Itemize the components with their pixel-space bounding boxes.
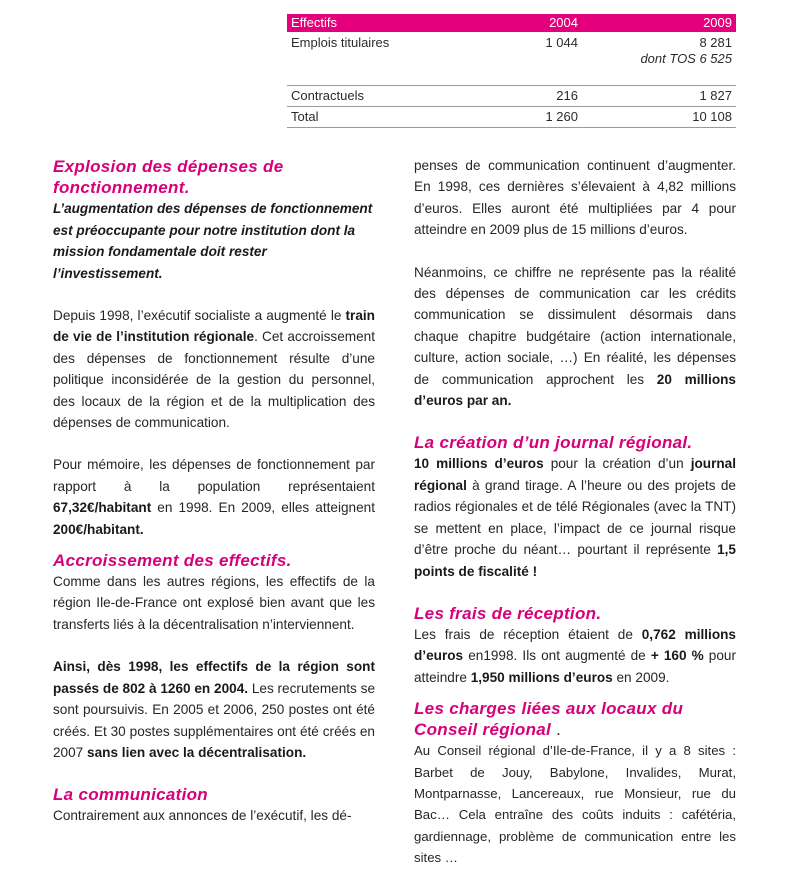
paragraph-train-de-vie: Depuis 1998, l’exécutif socialiste a augmenté le train de vie de l’institution régionale. Cet accroissement des dépenses de fonctionnement résulte d’une politique inconsidérée de la gestion du personnel, des locaux de la région et de la multiplication des dépenses de communication. <box>53 308 376 431</box>
heading-frais-reception: Les frais de réception. <box>414 603 602 623</box>
row-2009: 1 827 <box>699 88 732 103</box>
row-label: Emplois titulaires <box>291 35 390 50</box>
table-row <box>287 32 736 69</box>
heading-charges-locaux: Les charges liées aux locaux du Conseil régional . <box>414 699 684 740</box>
table-row <box>287 86 736 107</box>
paragraph-communication-cont: penses de communication continuent d’augmenter. En 1998, ces dernières s’élevaient à 4,82 millions d’euros. Elles auront été multipliées par 4 pour atteindre en 2009 plus de 15 millions d’euros. <box>414 158 736 238</box>
lead-paragraph: L’augmentation des dépenses de fonctionnement est préoccupante pour notre institution dont la mission fondamentale doit rester l’investissement. <box>53 201 373 281</box>
paragraph-journal: 10 millions d’euros pour la création d’un journal régional à grand tirage. A l’heure ou des projets de radios régionales et de télé Régionales (avec la TNT) se mettent en place, l’impact de ce journal risque d’être proche du néant… pourtant il représente 1,5 points de fiscalité ! <box>414 456 737 579</box>
paragraph-recrutements: Ainsi, dès 1998, les effectifs de la région sont passés de 802 à 1260 en 2004. Les recrutements se sont poursuivis. En 2005 et 2006, 250 postes ont été créés. Et 30 postes supplémentaires ont été créés en 2007 sans lien avec la décentralisation. <box>53 659 375 760</box>
row-label: Total <box>291 109 319 124</box>
paragraph-effectifs: Comme dans les autres régions, les effectifs de la région Ile-de-France ont explosé bien avant que les transferts liés à la décentralisation n’interviennent. <box>53 574 375 632</box>
paragraph-sites: Au Conseil régional d’Ile-de-France, il y a 8 sites : Barbet de Jouy, Babylone, Invalides, Murat, Montparnasse, Lancereaux, rue Monsieur, rue du Bac… Cela entraîne des coûts induits : cafétéria, gardiennage, problème de communication entre les sites … <box>414 743 736 866</box>
paragraph-realite-depenses: Néanmoins, ce chiffre ne représente pas la réalité des dépenses de communication car les crédits communication se dissimulent désormais dans chaque chapitre budgétaire (action internationale, culture, action sociale, …) En réalité, les dépenses de communication approchent les 20 millions d’euros par an. <box>414 264 736 409</box>
row-label: Contractuels <box>291 88 364 103</box>
table-header <box>287 14 736 32</box>
heading-communication: La communication <box>53 785 208 805</box>
row-2004: 216 <box>556 88 578 103</box>
effectifs-table <box>287 14 736 128</box>
paragraph-communication-start: Contrairement aux annonces de l’exécutif, les dé- <box>53 808 352 824</box>
row-2004: 1 044 <box>545 35 578 50</box>
heading-accroissement-effectifs: Accroissement des effectifs. <box>53 551 292 571</box>
table-row <box>287 107 736 128</box>
heading-explosion-depenses: Explosion des dépenses de fonctionnement. <box>53 157 284 197</box>
header-2009: 2009 <box>703 15 732 30</box>
left-column <box>53 156 375 827</box>
table-divider <box>287 69 736 86</box>
row-2009: 10 108 <box>692 109 732 124</box>
heading-journal-regional: La création d’un journal régional. <box>414 433 693 453</box>
header-effectifs: Effectifs <box>291 15 338 30</box>
paragraph-frais-reception: Les frais de réception étaient de 0,762 millions d’euros en1998. Ils ont augmenté de + 160 % pour atteindre 1,950 millions d’euros en 2009. <box>414 626 736 685</box>
row-note: dont TOS 6 525 <box>640 51 732 66</box>
row-2004: 1 260 <box>545 109 578 124</box>
row-2009: 8 281 <box>699 35 732 50</box>
right-column <box>414 155 736 869</box>
paragraph-depenses-habitant: Pour mémoire, les dépenses de fonctionnement par rapport à la population représentaient 67,32€/habitant en 1998. En 2009, elles atteignent 200€/habitant. <box>53 457 375 537</box>
header-2004: 2004 <box>549 15 578 30</box>
